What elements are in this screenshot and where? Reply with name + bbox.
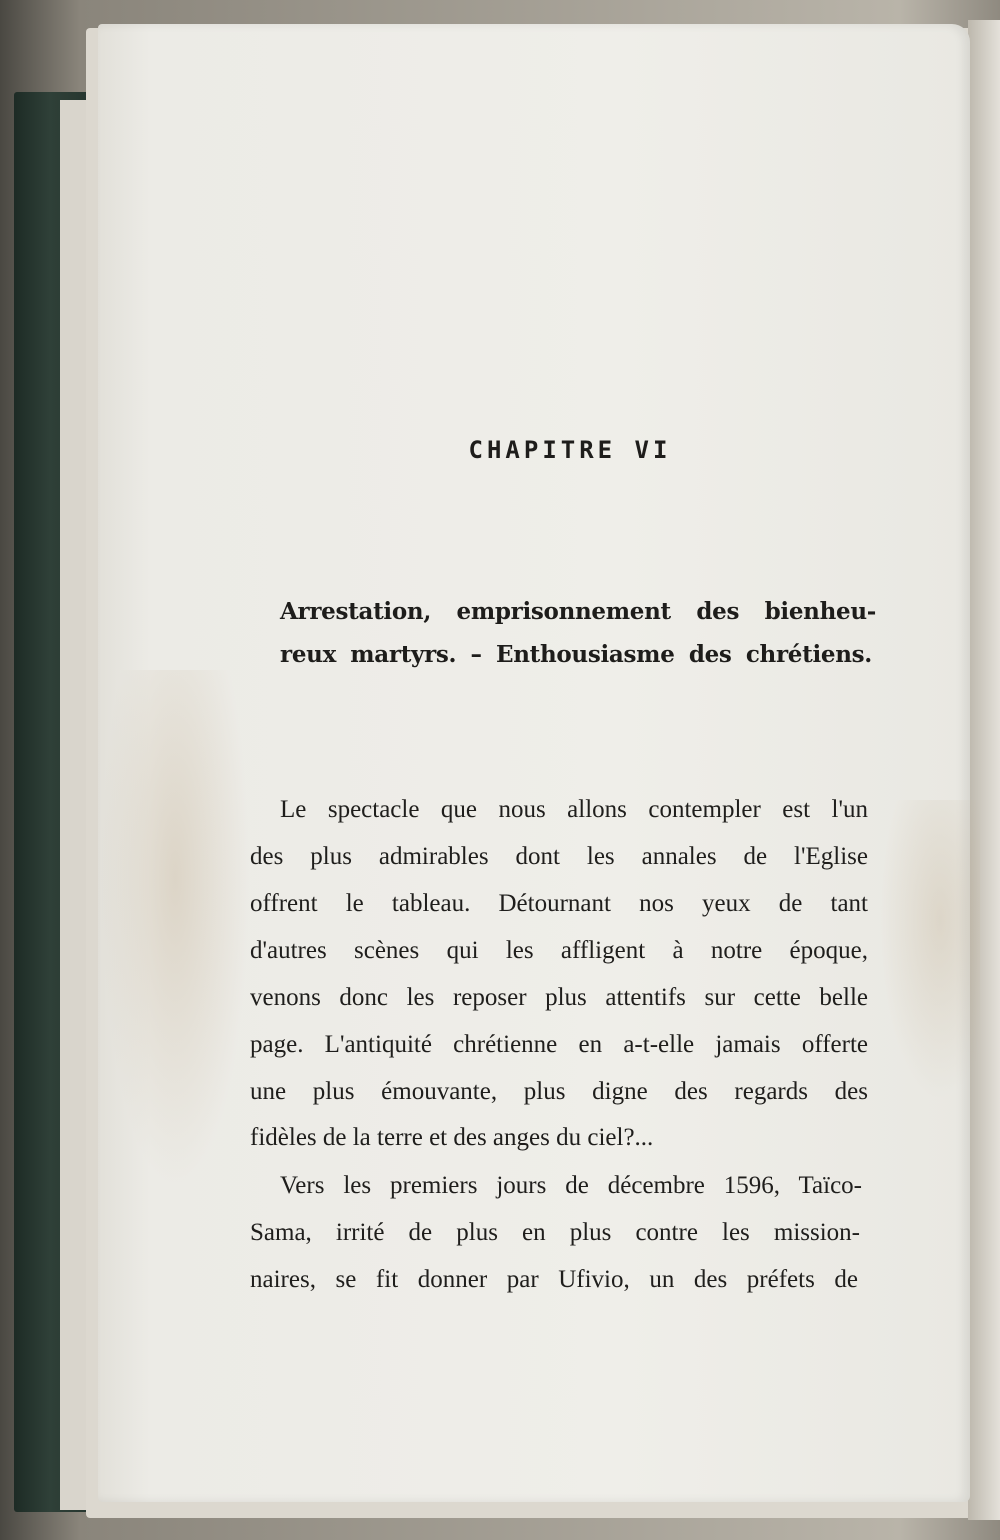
chapter-summary-line: Arrestation, emprisonnement des bienheu- — [280, 598, 876, 625]
body-line: des plus admirables dont les annales de l'Eglise — [250, 843, 868, 870]
chapter-summary-line: reux martyrs. – Enthousiasme des chrétiens. — [280, 641, 872, 668]
body-line: offrent le tableau. Détournant nos yeux de tant — [250, 890, 868, 917]
body-line: page. L'antiquité chrétienne en a-t-elle jamais offerte — [250, 1031, 868, 1058]
body-line: Vers les premiers jours de décembre 1596, Taïco- — [280, 1172, 862, 1199]
chapter-heading: CHAPITRE VI — [468, 436, 672, 464]
facing-page-edge — [968, 20, 1000, 1520]
body-line: une plus émouvante, plus digne des regards des — [250, 1078, 868, 1105]
body-line: Sama, irrité de plus en plus contre les mission- — [250, 1219, 860, 1246]
body-line: venons donc les reposer plus attentifs sur cette belle — [250, 984, 868, 1011]
body-line: d'autres scènes qui les affligent à notre époque, — [250, 937, 868, 964]
body-line: naires, se fit donner par Ufivio, un des préfets de — [250, 1266, 858, 1293]
body-line: Le spectacle que nous allons contempler est l'un — [280, 796, 868, 823]
water-stain — [100, 670, 250, 1190]
body-line: fidèles de la terre et des anges du ciel?... — [250, 1124, 654, 1151]
water-stain — [880, 800, 980, 1100]
